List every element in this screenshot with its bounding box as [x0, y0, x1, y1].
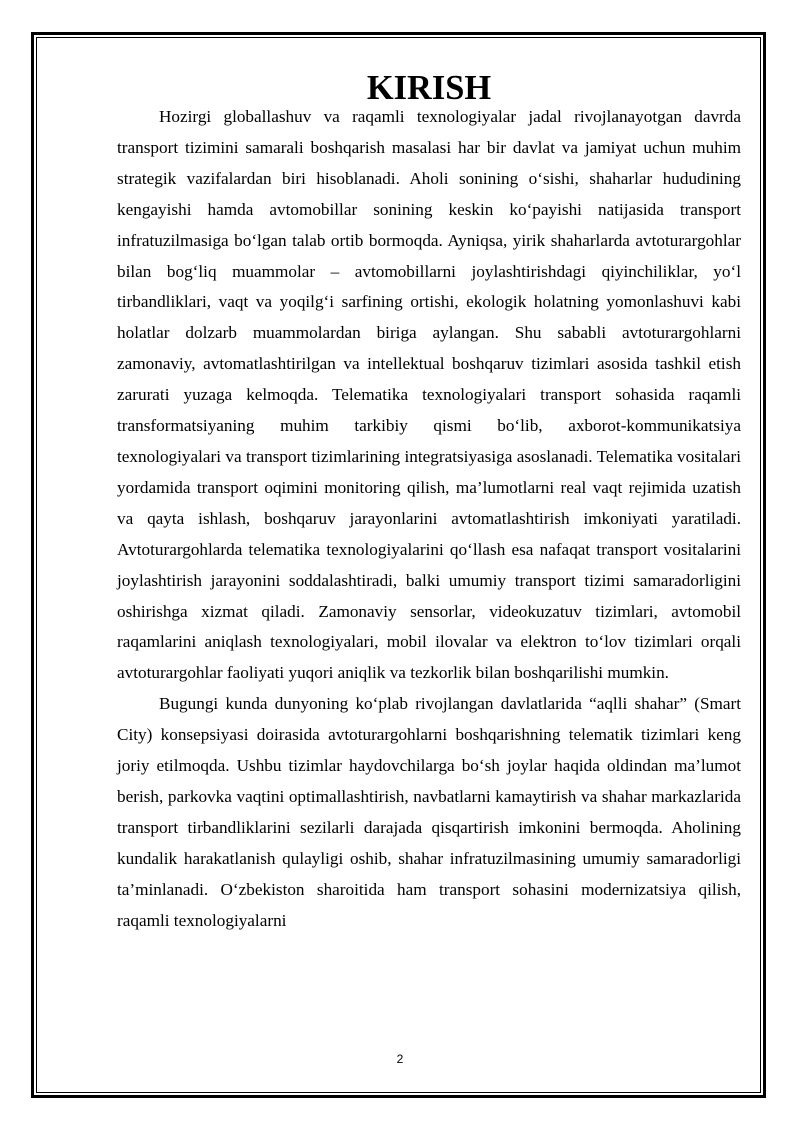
paragraph-1: Hozirgi globallashuv va raqamli texnologiyalar jadal rivojlanayotgan davrda transport tizimini samarali boshqarish masalasi har bir davlat va jamiyat uchun muhim strategik vazifalardan biri hisoblanadi. Aholi sonining o‘sishi, shaharlar hududining kengayishi hamda avtomobillar sonining keskin ko‘payishi natijasida transport infratuzilmasiga bo‘lgan talab ortib bormoqda. Ayniqsa, yirik shaharlarda avtoturargohlar bilan bog‘liq muammolar – avtomobillarni joylashtirishdagi qiyinchiliklar, yo‘l tirbandliklari, vaqt va yoqilg‘i sarfining ortishi, ekologik holatning yomonlashuvi kabi holatlar dolzarb muammolardan biriga aylangan. Shu sababli avtoturargohlarni zamonaviy, avtomatlashtirilgan va intellektual boshqaruv tizimlari asosida tashkil etish zarurati yuzaga kelmoqda. Telematika texnologiyalari transport sohasida raqamli transformatsiyaning muhim tarkibiy qismi bo‘lib, axborot-kommunikatsiya texnologiyalari va transport tizimlarining integratsiyasiga asoslanadi. Telematika vositalari yordamida transport oqimini monitoring qilish, ma’lumotlarni real vaqt rejimida uzatish va qayta ishlash, boshqaruv jarayonlarini avtomatlashtirish imkoniyati yaratiladi. Avtoturargohlarda telematika texnologiyalarini qo‘llash esa nafaqat transport vositalarini joylashtirish jarayonini soddalashtiradi, balki umumiy transport tizimi samaradorligini oshirishga xizmat qiladi. Zamonaviy sensorlar, videokuzatuv tizimlari, avtomobil raqamlarini aniqlash texnologiyalari, mobil ilovalar va elektron to‘lov tizimlari orqali avtoturargohlar faoliyati yuqori aniqlik va tezkorlik bilan boshqarilishi mumkin. — [117, 107, 741, 683]
document-body — [117, 69, 741, 936]
paragraph-2: Bugungi kunda dunyoning ko‘plab rivojlangan davlatlarida “aqlli shahar” (Smart City) konsepsiyasi doirasida avtoturargohlarni boshqarishning telematik tizimlari keng joriy etilmoqda. Ushbu tizimlar haydovchilarga bo‘sh joylar haqida oldindan ma’lumot berish, parkovka vaqtini optimallashtirish, navbatlarni kamaytirish va shahar markazlarida transport tirbandliklarini sezilarli darajada qisqartirish imkonini bermoqda. Aholining kundalik harakatlanish qulayligi oshib, shahar infratuzilmasining umumiy samaradorligi ta’minlanadi. O‘zbekiston sharoitida ham transport sohasini modernizatsiya qilish, raqamli texnologiyalarni — [117, 694, 741, 930]
page-number: 2 — [396, 1052, 404, 1066]
document-title: KIRISH — [366, 69, 492, 107]
